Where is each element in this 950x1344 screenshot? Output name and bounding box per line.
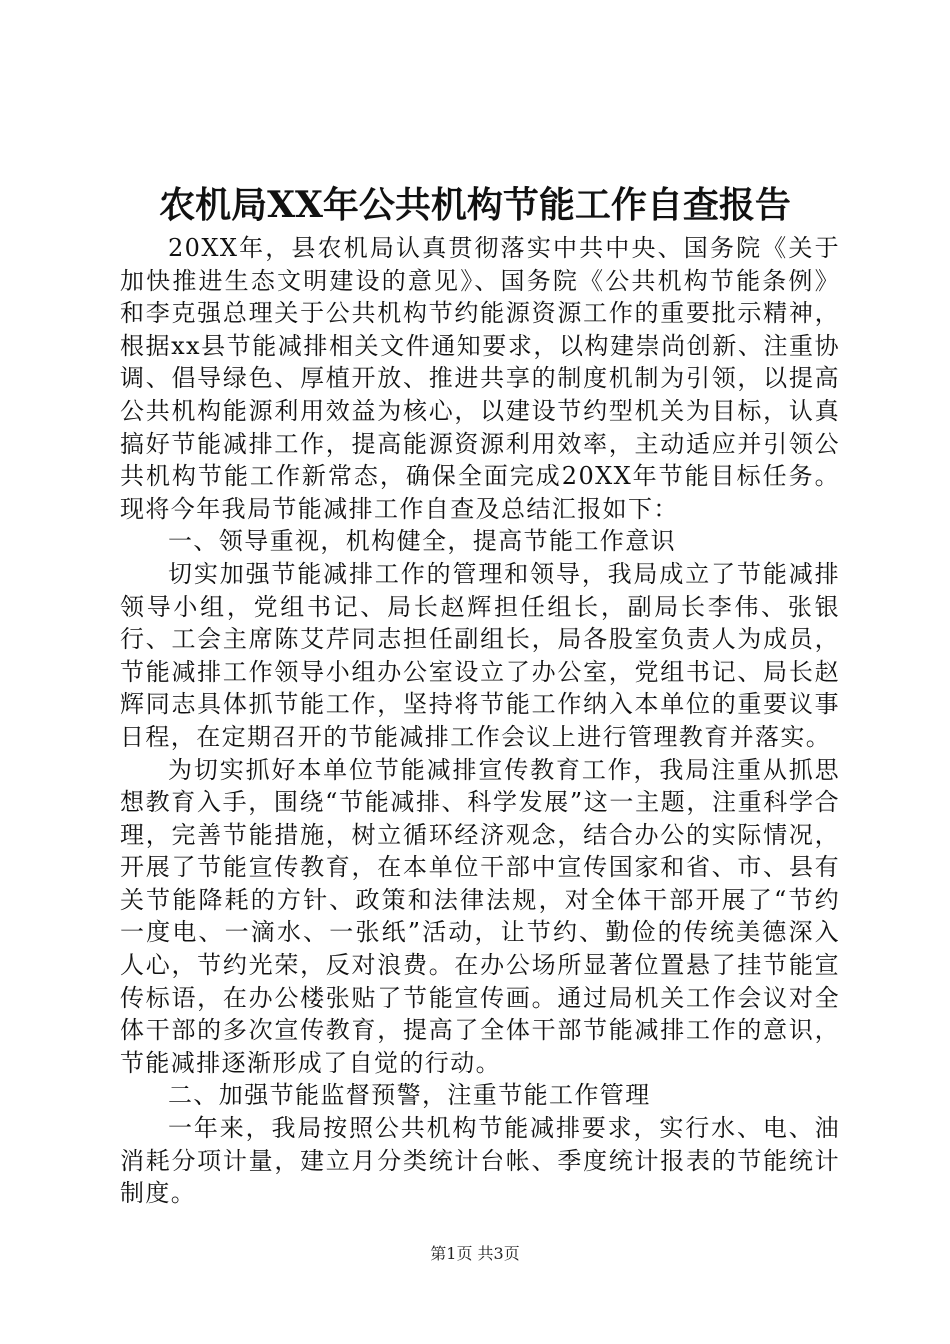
section-heading-2: 二、加强节能监督预警，注重节能工作管理 (168, 1081, 651, 1110)
document-title: 农机局XX年公共机构节能工作自查报告 (159, 184, 791, 226)
section-heading-1: 一、领导重视，机构健全，提高节能工作意识 (168, 527, 676, 556)
document-body (120, 232, 840, 1210)
paragraph-leadership: 切实加强节能减排工作的管理和领导，我局成立了节能减排领导小组，党组书记、局长赵辉担任组长，副局长李伟、张银行、工会主席陈艾芹同志担任副组长，局各股室负责人为成员，节能减排工作领导小组办公室设立了办公室，党组书记、局长赵辉同志具体抓节能工作，坚持将节能工作纳入本单位的重要议事日程，在定期召开的节能减排工作会议上进行管理教育并落实。 (120, 559, 840, 751)
paragraph-education: 为切实抓好本单位节能减排宣传教育工作，我局注重从抓思想教育入手，围绕“节能减排、科学发展”这一主题，注重科学合理，完善节能措施，树立循环经济观念，结合办公的实际情况，开展了节能宣传教育，在本单位干部中宣传国家和省、市、县有关节能降耗的方针、政策和法律法规，对全体干部开展了“节约一度电、一滴水、一张纸”活动，让节约、勤俭的传统美德深入人心，节约光荣，反对浪费。在办公场所显著位置悬了挂节能宣传标语，在办公楼张贴了节能宣传画。通过局机关工作会议对全体干部的多次宣传教育，提高了全体干部节能减排工作的意识，节能减排逐渐形成了自觉的行动。 (120, 755, 840, 1077)
page-footer: 第1页 共3页 (430, 1244, 520, 1263)
paragraph-intro: 20XX年，县农机局认真贯彻落实中共中央、国务院《关于加快推进生态文明建设的意见》、国务院《公共机构节能条例》和李克强总理关于公共机构节约能源资源工作的重要批示精神，根据xx县节能减排相关文件通知要求，以构建崇尚创新、注重协调、倡导绿色、厚植开放、推进共享的制度机制为引领，以提高公共机构能源利用效益为核心，以建设节约型机关为目标，认真搞好节能减排工作，提高能源资源利用效率，主动适应并引领公共机构节能工作新常态，确保全面完成20XX年节能目标任务。现将今年我局节能减排工作自查及总结汇报如下： (120, 234, 840, 523)
paragraph-metering: 一年来，我局按照公共机构节能减排要求，实行水、电、油消耗分项计量，建立月分类统计台帐、季度统计报表的节能统计制度。 (120, 1114, 840, 1208)
